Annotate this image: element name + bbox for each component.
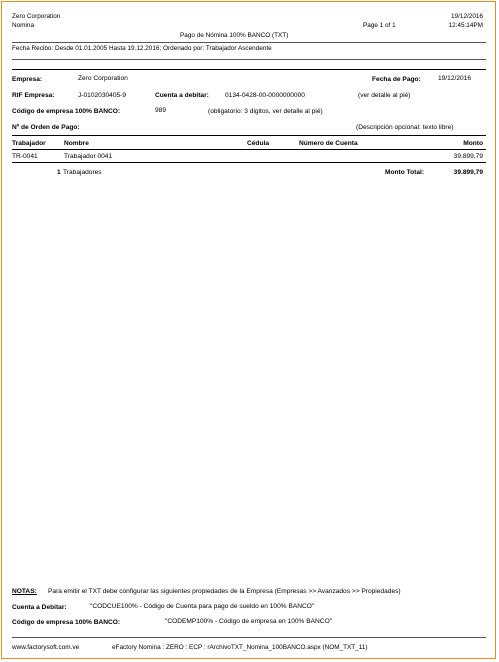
empresa-label: Empresa: [12,76,43,83]
rif-label: RIF Empresa: [12,92,55,99]
cuenta-label: Cuenta a debitar: [155,92,209,99]
rif-value: J-0102030405-9 [78,92,127,99]
col-nombre: Nombre [64,140,89,147]
header-module: Nomina [12,22,35,29]
table-bottom-rule [12,162,486,163]
notes-codigo-text: "CODEMP100% - Código de empresa en 100% BANCO" [165,618,333,625]
orden-label: Nº de Orden de Pago: [12,124,80,131]
report-page [1,1,496,659]
notes-cuenta-label: Cuenta a Debitar: [12,604,67,611]
page-info: Page 1 of 1 [363,22,396,29]
worker-count: 1 [57,169,61,176]
fecha-pago-value: 19/12/2016 [438,75,472,82]
header-rule [12,42,486,43]
notes-cuenta-text: "CODCUE100% - Código de Cuenta para pago de sueldo en 100% BANCO" [90,603,315,610]
filters-rule [12,59,486,60]
info-top-rule [12,69,486,70]
col-cuenta: Número de Cuenta [299,140,358,147]
header-time: 12:45:14PM [448,22,483,29]
notes-codigo-label: Código de empresa 100% BANCO: [12,619,121,626]
notas-text: Para emitir el TXT debe configurar las siguientes propiedades de la Empresa (Empresas >> Avanzados >> Propiedades) [48,588,401,595]
empresa-value: Zero Corporation [78,75,128,82]
orden-note: (Descripción opcional: texto libre) [356,124,454,131]
total-label: Monto Total: [385,169,425,176]
cuenta-note: (ver detalle al pié) [358,92,411,99]
row-nombre: Trabajador 0041 [64,153,113,160]
footer-rule [12,637,486,638]
header-filters: Fecha Recibo: Desde 01.01.2005 Hasta 19.12.2016; Ordenado por: Trabajador Ascendente [12,45,272,52]
table-top-rule [12,135,486,136]
row-trabajador: TR-0041 [12,153,38,160]
worker-count-label: Trabajadores [63,169,102,176]
codigo-value: 989 [155,107,167,114]
col-monto: Monto [463,140,483,147]
header-date: 19/12/2016 [451,13,483,20]
col-cedula: Cédula [247,140,269,147]
notas-label: NOTAS: [12,588,37,595]
table-header-rule [12,149,486,150]
codigo-label: Código de empresa 100% BANCO: [12,108,121,115]
total-value: 39.899,79 [453,169,483,176]
footer-website: www.factorysoft.com.ve [12,644,80,651]
col-trabajador: Trabajador [12,140,46,147]
header-company: Zero Corporation [12,13,61,20]
report-title: Pago de Nómina 100% BANCO (TXT) [180,32,289,39]
fecha-pago-label: Fecha de Pago: [372,76,421,83]
footer-path: eFactory Nomina : ZERO : ECP : rArchivoTXT_Nomina_100BANCO.aspx (NOM_TXT_11) [112,644,368,651]
codigo-note: (obligatorio: 3 digitos, ver detalle al pié) [208,108,323,115]
cuenta-value: 0134-0428-00-0000000000 [225,92,305,99]
row-monto: 39.899,79 [453,153,483,160]
